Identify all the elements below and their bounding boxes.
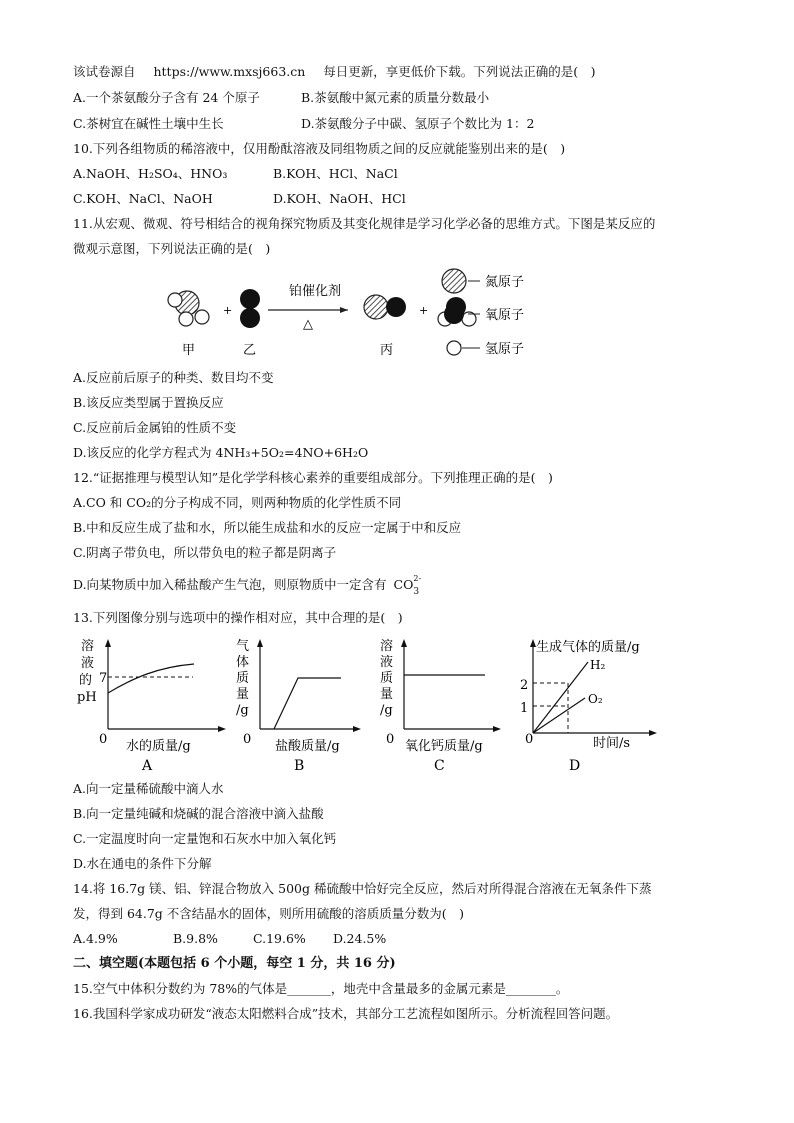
q15-text: 15.空气中体积分数约为 78%的气体是_______，地壳中含量最多的金属元素是________。 bbox=[73, 981, 569, 996]
graph-a bbox=[77, 638, 226, 774]
q11-option-a[interactable]: A.反应前后原子的种类、数目均不变 bbox=[73, 370, 274, 385]
plus-sign: + bbox=[223, 304, 233, 317]
graph-d-o2-label: O₂ bbox=[588, 692, 603, 706]
graph-b-xlabel: 盐酸质量/g bbox=[275, 739, 340, 754]
q9-option-c[interactable]: C.茶树宜在碱性土壤中生长 bbox=[73, 116, 224, 131]
graph-c-xlabel: 氧化钙质量/g bbox=[405, 739, 483, 754]
plus-sign: + bbox=[419, 304, 429, 317]
q12-option-b[interactable]: B.中和反应生成了盐和水，所以能生成盐和水的反应一定属于中和反应 bbox=[73, 520, 462, 535]
hydrogen-atom bbox=[179, 312, 193, 326]
q9-options-row1 bbox=[73, 90, 489, 106]
graph-c-origin: 0 bbox=[386, 732, 395, 747]
label-bing: 丙 bbox=[380, 343, 394, 358]
legend-oxygen-label: 氧原子 bbox=[485, 308, 525, 323]
graph-d-o2-line bbox=[533, 698, 585, 733]
q9-options-row2 bbox=[73, 116, 534, 132]
q10-option-b[interactable]: B.KOH、HCl、NaCl bbox=[273, 166, 398, 181]
q9-stem-suffix: 每日更新，享更低价下载。下列说法正确的是( ) bbox=[323, 64, 596, 79]
graph-b-ylabel-3: 质 bbox=[236, 671, 250, 686]
atom-legend bbox=[432, 262, 602, 362]
q11-option-d[interactable]: D.该反应的化学方程式为 4NH₃+5O₂=4NO+6H₂O bbox=[73, 445, 369, 460]
source-url[interactable]: https://www.mxsj663.cn bbox=[153, 64, 306, 79]
graph-b-ylabel-1: 气 bbox=[236, 639, 250, 654]
label-jia: 甲 bbox=[182, 343, 196, 358]
q12-stem: 12.“证据推理与模型认知”是化学学科核心素养的重要组成部分。下列推理正确的是( ) bbox=[73, 470, 553, 485]
catalyst-label: 铂催化剂 bbox=[289, 284, 342, 299]
q12-option-c[interactable]: C.阴离子带负电，所以带负电的粒子都是阴离子 bbox=[73, 545, 337, 560]
q12-option-d[interactable] bbox=[73, 574, 422, 597]
carbonate-ion bbox=[393, 574, 422, 597]
graph-b-line bbox=[274, 678, 341, 729]
q14-option-d[interactable]: D.24.5% bbox=[333, 931, 387, 946]
graph-a-ylabel-3: 的 bbox=[79, 673, 93, 688]
graph-a-ylabel-2: 液 bbox=[81, 656, 95, 671]
heat-symbol: △ bbox=[303, 317, 313, 332]
q9-option-d[interactable]: D.茶氨酸分子中碳、氢原子个数比为 1：2 bbox=[301, 116, 535, 131]
q14-option-b[interactable]: B.9.8% bbox=[173, 931, 218, 946]
q9-stem-prefix: 该试卷源自 bbox=[73, 64, 136, 79]
graph-a-xlabel: 水的质量/g bbox=[126, 739, 191, 754]
graph-d bbox=[520, 639, 657, 774]
q12-option-a[interactable]: A.CO 和 CO₂的分子构成不同，则两种物质的化学性质不同 bbox=[73, 495, 402, 510]
oxygen-atom bbox=[240, 308, 260, 328]
hydrogen-atom bbox=[195, 310, 209, 324]
q11-stem-line1: 11.从宏观、微观、符号相结合的视角探究物质及其变化规律是学习化学必备的思维方式。下图是某反应的 bbox=[73, 216, 656, 231]
q10-options-row1 bbox=[73, 166, 398, 182]
q13-option-a[interactable]: A.向一定量稀硫酸中滴人水 bbox=[73, 781, 224, 796]
oxygen-atom bbox=[386, 297, 406, 317]
graph-a-ylabel-4: pH bbox=[77, 690, 97, 705]
legend-nitrogen-label: 氮原子 bbox=[485, 275, 525, 290]
graph-b bbox=[236, 639, 361, 774]
molecule-bing bbox=[364, 295, 406, 319]
graph-d-h2-line bbox=[533, 662, 588, 733]
graph-a-ytick-7: 7 bbox=[99, 671, 108, 686]
label-yi: 乙 bbox=[243, 343, 257, 358]
graph-c-ylabel-3: 质 bbox=[380, 671, 394, 686]
graph-b-ylabel-5: /g bbox=[236, 703, 249, 718]
q10-option-a[interactable]: A.NaOH、H₂SO₄、HNO₃ bbox=[73, 166, 228, 181]
molecule-yi bbox=[240, 289, 260, 328]
graph-d-letter: D bbox=[569, 758, 581, 774]
graph-a-y-arrow bbox=[105, 639, 111, 647]
section-2-title: 二、填空题(本题包括 6 个小题，每空 1 分，共 16 分) bbox=[73, 956, 396, 971]
graph-d-origin: 0 bbox=[525, 732, 534, 747]
legend-hydrogen-label: 氢原子 bbox=[485, 342, 525, 357]
graph-d-ylabel: 生成气体的质量/g bbox=[536, 640, 640, 655]
graph-b-origin: 0 bbox=[243, 732, 252, 747]
q9-option-a[interactable]: A.一个茶氨酸分子含有 24 个原子 bbox=[73, 90, 260, 105]
q16-text: 16.我国科学家成功研发“液态太阳燃料合成”技术，其部分工艺流程如图所示。分析流程回答问题。 bbox=[73, 1006, 619, 1021]
q14-stem-line2: 发，得到 64.7g 不含结晶水的固体，则所用硫酸的溶质质量分数为( ) bbox=[73, 906, 465, 921]
legend-hydrogen-icon bbox=[447, 341, 461, 355]
graph-c-letter: C bbox=[434, 758, 445, 774]
q14-option-a[interactable]: A.4.9% bbox=[73, 931, 118, 946]
q13-option-b[interactable]: B.向一定量纯碱和烧碱的混合溶液中滴入盐酸 bbox=[73, 806, 324, 821]
graph-a-origin: 0 bbox=[99, 732, 108, 747]
q10-option-d[interactable]: D.KOH、NaOH、HCl bbox=[273, 191, 406, 206]
graph-b-x-arrow bbox=[353, 726, 361, 732]
q10-option-c[interactable]: C.KOH、NaCl、NaOH bbox=[73, 191, 213, 206]
graph-a-x-arrow bbox=[218, 726, 226, 732]
graph-c-y-arrow bbox=[401, 639, 407, 647]
graph-b-ylabel-4: 量 bbox=[236, 687, 250, 702]
graph-c bbox=[380, 638, 501, 774]
graph-c-x-arrow bbox=[493, 726, 501, 732]
nitrogen-atom bbox=[364, 295, 388, 319]
q14-options bbox=[73, 931, 386, 947]
q11-option-b[interactable]: B.该反应类型属于置换反应 bbox=[73, 395, 224, 410]
q11-stem-line2: 微观示意图，下列说法正确的是( ) bbox=[73, 241, 271, 256]
q13-option-c[interactable]: C.一定温度时向一定量饱和石灰水中加入氧化钙 bbox=[73, 831, 337, 846]
q10-stem: 10.下列各组物质的稀溶液中，仅用酚酞溶液及同组物质之间的反应就能鉴别出来的是( ) bbox=[73, 141, 566, 156]
carbonate-charge: 2- bbox=[413, 574, 422, 583]
q14-option-c[interactable]: C.19.6% bbox=[253, 931, 306, 946]
q10-options-row2 bbox=[73, 191, 406, 207]
q14-stem-line1: 14.将 16.7g 镁、铝、锌混合物放入 500g 稀硫酸中恰好完全反应，然后对所得混合溶液在无氧条件下蒸 bbox=[73, 881, 652, 896]
graph-d-ytick-1: 1 bbox=[520, 701, 529, 716]
graph-b-letter: B bbox=[294, 758, 305, 774]
graph-c-ylabel-4: 量 bbox=[380, 687, 394, 702]
graph-c-ylabel-5: /g bbox=[380, 703, 393, 718]
q13-option-d[interactable]: D.水在通电的条件下分解 bbox=[73, 856, 212, 871]
q11-option-c[interactable]: C.反应前后金属铂的性质不变 bbox=[73, 420, 237, 435]
legend-oxygen-icon bbox=[444, 304, 464, 324]
q9-option-b[interactable]: B.茶氨酸中氮元素的质量分数最小 bbox=[301, 90, 490, 105]
graph-d-x-arrow bbox=[649, 730, 657, 736]
molecule-jia bbox=[168, 291, 209, 326]
graph-d-h2-label: H₂ bbox=[590, 658, 606, 672]
graph-a-letter: A bbox=[142, 758, 153, 774]
graph-c-ylabel-2: 液 bbox=[380, 655, 394, 670]
q12-option-d-text: D.向某物质中加入稀盐酸产生气泡，则原物质中一定含有 bbox=[73, 577, 387, 592]
graph-d-xlabel: 时间/s bbox=[593, 736, 631, 751]
q13-stem: 13.下列图像分别与选项中的操作相对应，其中合理的是( ) bbox=[73, 610, 403, 625]
graph-c-ylabel-1: 溶 bbox=[380, 639, 394, 654]
oxygen-atom bbox=[240, 289, 260, 309]
legend-nitrogen-icon bbox=[442, 269, 466, 293]
graph-b-y-arrow bbox=[257, 639, 263, 647]
hydrogen-atom bbox=[168, 293, 182, 307]
graph-d-ytick-2: 2 bbox=[520, 678, 529, 693]
graph-b-ylabel-2: 体 bbox=[236, 655, 250, 670]
arrow-head bbox=[340, 307, 348, 313]
carbonate-symbol: CO bbox=[393, 577, 414, 592]
graph-a-ylabel-1: 溶 bbox=[81, 639, 95, 654]
carbonate-subscript: 3 bbox=[413, 587, 420, 597]
q9-stem bbox=[73, 64, 596, 80]
graph-a-curve bbox=[108, 664, 194, 693]
q13-graphs bbox=[73, 633, 663, 778]
